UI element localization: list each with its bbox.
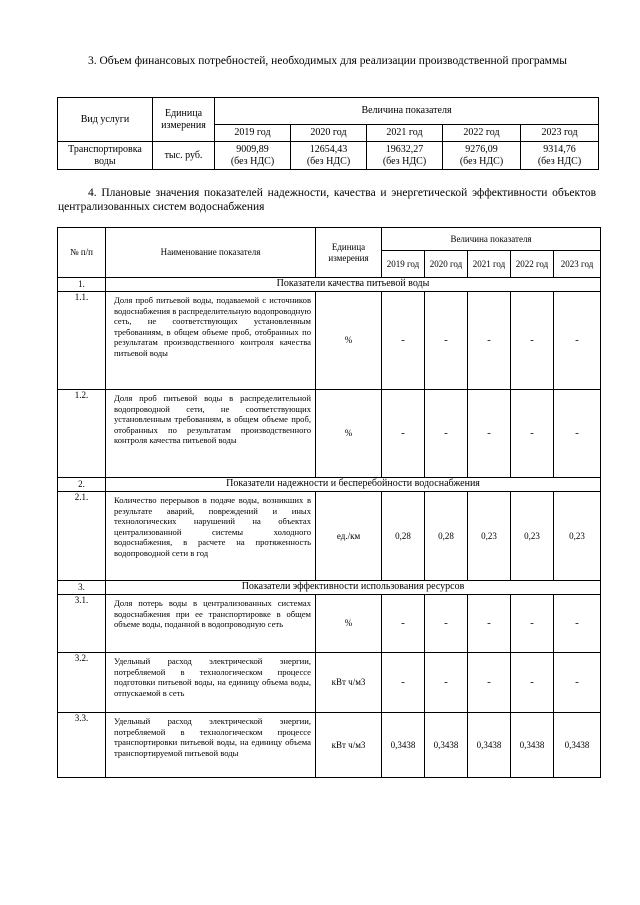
indicator-name: Удельный расход электрической энергии, потребляемой в технологическом процессе транспортировки питьевой воды, на единицу объема транспортируемой питьевой воды bbox=[106, 713, 316, 778]
unit-value: % bbox=[316, 292, 382, 390]
value-cell: 0,3438 bbox=[554, 713, 601, 778]
year-header: 2020 год bbox=[425, 251, 468, 278]
col-header-unit: Единица измерения bbox=[316, 228, 382, 278]
year-header: 2021 год bbox=[367, 125, 443, 142]
row-number: 2.1. bbox=[58, 492, 106, 581]
value-cell: - bbox=[382, 595, 425, 653]
year-header: 2021 год bbox=[468, 251, 511, 278]
value-cell: - bbox=[382, 292, 425, 390]
year-header: 2019 год bbox=[215, 125, 291, 142]
value-cell: 0,3438 bbox=[382, 713, 425, 778]
value-cell: - bbox=[468, 595, 511, 653]
unit-value: тыс. руб. bbox=[153, 142, 215, 170]
value-cell: 0,3438 bbox=[425, 713, 468, 778]
col-header-num: № п/п bbox=[58, 228, 106, 278]
section-number: 1. bbox=[58, 278, 106, 292]
value-cell: 0,28 bbox=[425, 492, 468, 581]
value-cell: - bbox=[554, 595, 601, 653]
value-cell: 0,23 bbox=[554, 492, 601, 581]
unit-value: кВт ч/м3 bbox=[316, 713, 382, 778]
col-header-service: Вид услуги bbox=[58, 98, 153, 142]
unit-value: ед./км bbox=[316, 492, 382, 581]
indicator-name: Количество перерывов в подаче воды, возникших в результате аварий, повреждений и иных технологических нарушений на объектах централизованной системы холодного водоснабжения, в расчете на протяженность водопроводной сети в год bbox=[106, 492, 316, 581]
row-number: 1.2. bbox=[58, 390, 106, 478]
section-4-heading: 4. Плановые значения показателей надежности, качества и энергетической эффективности объектов централизованных систем водоснабжения bbox=[58, 187, 596, 213]
section-number: 3. bbox=[58, 581, 106, 595]
indicator-name: Удельный расход электрической энергии, потребляемой в технологическом процессе подготовки питьевой воды, на единицу объема воды, отпускаемой в сеть bbox=[106, 653, 316, 713]
section-number: 2. bbox=[58, 478, 106, 492]
year-header: 2019 год bbox=[382, 251, 425, 278]
value-cell: 12654,43 (без НДС) bbox=[291, 142, 367, 170]
row-number: 1.1. bbox=[58, 292, 106, 390]
value-cell: - bbox=[468, 390, 511, 478]
value-cell: 0,23 bbox=[468, 492, 511, 581]
section-row bbox=[58, 478, 601, 492]
value-cell: - bbox=[554, 292, 601, 390]
financial-needs-table bbox=[57, 97, 599, 170]
table-row bbox=[58, 595, 601, 653]
row-number: 3.3. bbox=[58, 713, 106, 778]
section-title: Показатели эффективности использования ресурсов bbox=[106, 581, 601, 595]
section-title: Показатели качества питьевой воды bbox=[106, 278, 601, 292]
value-cell: - bbox=[425, 390, 468, 478]
value-cell: - bbox=[382, 390, 425, 478]
unit-value: % bbox=[316, 390, 382, 478]
value-cell: 9009,89 (без НДС) bbox=[215, 142, 291, 170]
year-header: 2023 год bbox=[554, 251, 601, 278]
section-row bbox=[58, 581, 601, 595]
value-cell: 0,3438 bbox=[468, 713, 511, 778]
value-cell: - bbox=[382, 653, 425, 713]
year-header: 2020 год bbox=[291, 125, 367, 142]
value-cell: - bbox=[468, 292, 511, 390]
table-row bbox=[58, 653, 601, 713]
indicators-table bbox=[57, 227, 601, 778]
value-cell: - bbox=[425, 595, 468, 653]
table-row bbox=[58, 142, 599, 170]
value-cell: 19632,27 (без НДС) bbox=[367, 142, 443, 170]
row-number: 3.1. bbox=[58, 595, 106, 653]
section-title: Показатели надежности и бесперебойности водоснабжения bbox=[106, 478, 601, 492]
col-header-value: Величина показателя bbox=[215, 98, 599, 125]
col-header-name: Наименование показателя bbox=[106, 228, 316, 278]
indicator-name: Доля потерь воды в централизованных системах водоснабжения при ее транспортировке в общем объеме воды, поданной в водопроводную сеть bbox=[106, 595, 316, 653]
value-cell: - bbox=[511, 292, 554, 390]
table-row bbox=[58, 713, 601, 778]
year-header: 2022 год bbox=[443, 125, 521, 142]
value-cell: 9276,09 (без НДС) bbox=[443, 142, 521, 170]
table-row bbox=[58, 390, 601, 478]
value-cell: - bbox=[425, 292, 468, 390]
value-cell: - bbox=[554, 390, 601, 478]
value-cell: 9314,76 (без НДС) bbox=[521, 142, 599, 170]
value-cell: - bbox=[425, 653, 468, 713]
indicator-name: Доля проб питьевой воды в распределительной водопроводной сети, не соответствующих установленным требованиям, в общем объеме проб, отобранных по результатам производственного контроля качества питьевой воды bbox=[106, 390, 316, 478]
table-row bbox=[58, 292, 601, 390]
section-3-heading: 3. Объем финансовых потребностей, необходимых для реализации производственной программы bbox=[88, 55, 567, 67]
col-header-value: Величина показателя bbox=[382, 228, 601, 251]
year-header: 2022 год bbox=[511, 251, 554, 278]
value-cell: - bbox=[511, 390, 554, 478]
value-cell: 0,28 bbox=[382, 492, 425, 581]
unit-value: % bbox=[316, 595, 382, 653]
value-cell: - bbox=[554, 653, 601, 713]
col-header-unit: Единица измерения bbox=[153, 98, 215, 142]
unit-value: кВт ч/м3 bbox=[316, 653, 382, 713]
service-name: Транспортировка воды bbox=[58, 142, 153, 170]
value-cell: 0,3438 bbox=[511, 713, 554, 778]
value-cell: - bbox=[468, 653, 511, 713]
value-cell: - bbox=[511, 595, 554, 653]
value-cell: 0,23 bbox=[511, 492, 554, 581]
year-header: 2023 год bbox=[521, 125, 599, 142]
indicator-name: Доля проб питьевой воды, подаваемой с источников водоснабжения в распределительную водопроводную сеть, не соответствующих установленным требованиям, в общем объеме проб, отобранных по результатам производственного контроля качества питьевой воды bbox=[106, 292, 316, 390]
value-cell: - bbox=[511, 653, 554, 713]
row-number: 3.2. bbox=[58, 653, 106, 713]
section-row bbox=[58, 278, 601, 292]
table-row bbox=[58, 492, 601, 581]
